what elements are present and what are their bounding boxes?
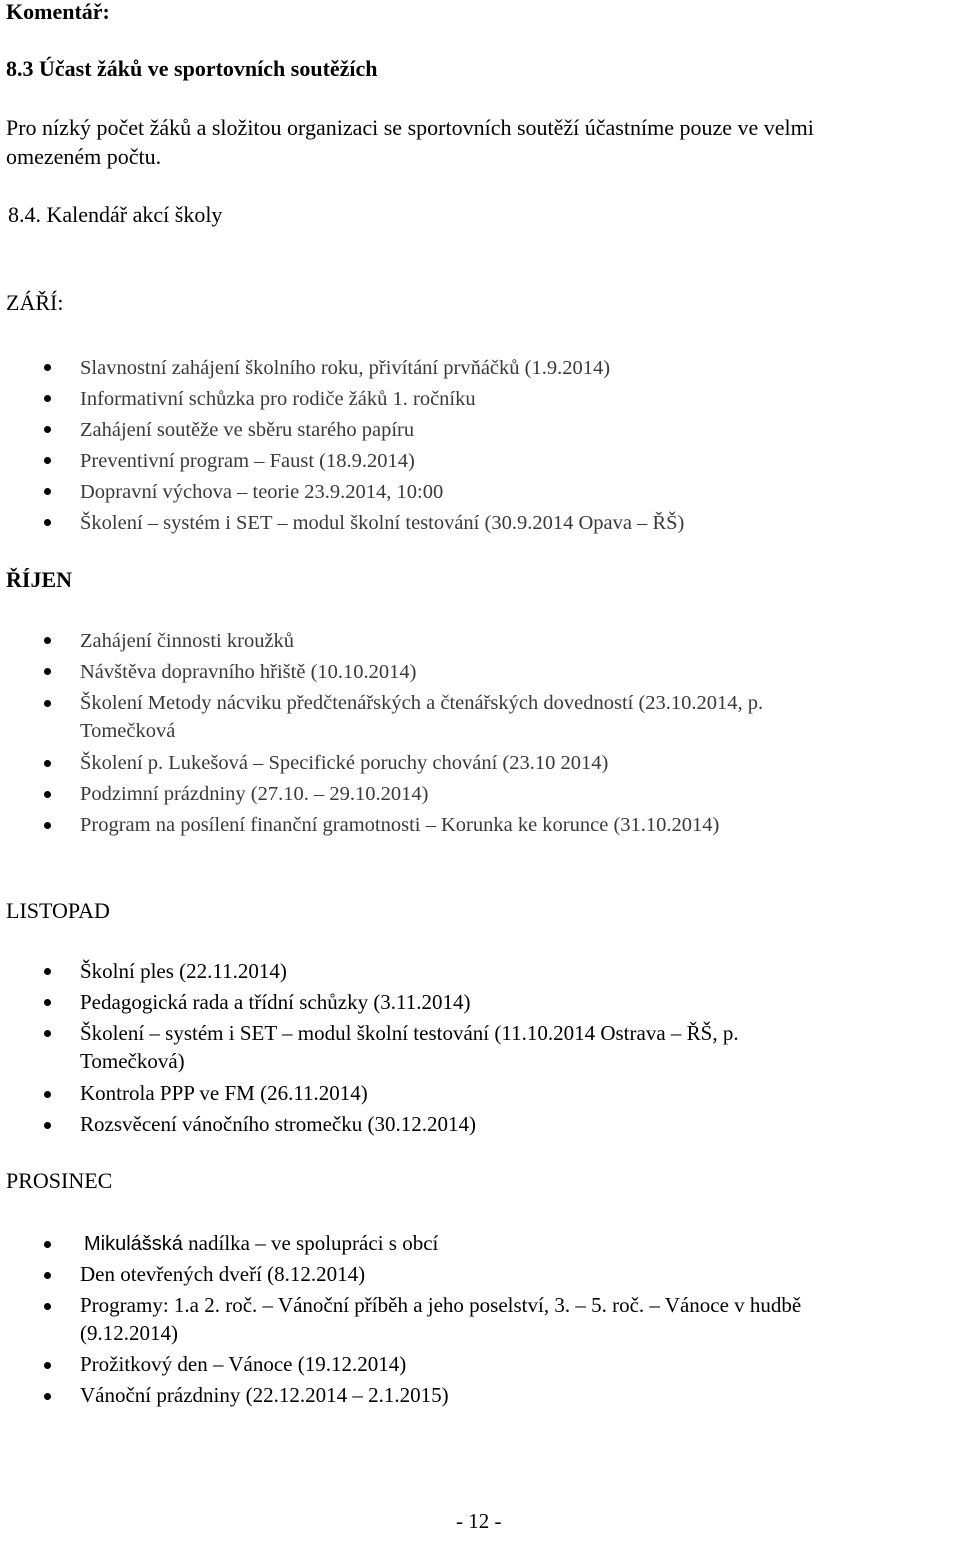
- list-item: [84, 1229, 438, 1258]
- bullet-icon: [44, 1241, 51, 1248]
- list-item-continuation: Tomečková: [80, 720, 176, 742]
- list-item: Zahájení činnosti kroužků: [80, 630, 295, 652]
- comment-label: Komentář:: [6, 0, 110, 24]
- list-item-continuation: Tomečková): [80, 1049, 185, 1073]
- bullet-icon: [44, 760, 51, 767]
- bullet-icon: [44, 1122, 51, 1129]
- list-item: Program na posílení finanční gramotnosti – Korunka ke korunce (31.10.2014): [80, 814, 720, 836]
- mikulasska-word: Mikulášská: [84, 1233, 183, 1255]
- bullet-icon: [44, 637, 51, 644]
- list-item: Školení Metody nácviku předčtenářských a čtenářských dovedností (23.10.2014, p.: [80, 692, 764, 714]
- bullet-icon: [44, 1303, 51, 1310]
- list-item: Školení – systém i SET – modul školní testování (30.9.2014 Opava – ŘŠ): [80, 512, 685, 534]
- list-item: Školení p. Lukešová – Specifické poruchy chování (23.10 2014): [80, 752, 609, 774]
- list-item: Pedagogická rada a třídní schůzky (3.11.2014): [80, 990, 471, 1014]
- month-heading-rijen: ŘÍJEN: [6, 567, 73, 592]
- section-8-3-heading: 8.3 Účast žáků ve sportovních soutěžích: [6, 56, 378, 81]
- section-8-3-paragraph-line1: Pro nízký počet žáků a složitou organizaci se sportovních soutěží účastníme pouze ve velmi: [6, 115, 814, 140]
- month-heading-prosinec: PROSINEC: [6, 1168, 113, 1193]
- list-item: Kontrola PPP ve FM (26.11.2014): [80, 1081, 368, 1105]
- list-item: Návštěva dopravního hřiště (10.10.2014): [80, 661, 417, 683]
- bullet-icon: [44, 700, 51, 707]
- list-item: Informativní schůzka pro rodiče žáků 1. ročníku: [80, 388, 476, 410]
- list-item: Dopravní výchova – teorie 23.9.2014, 10:00: [80, 481, 444, 503]
- section-8-4-heading: 8.4. Kalendář akcí školy: [8, 202, 223, 227]
- list-item: Školní ples (22.11.2014): [80, 959, 287, 983]
- page-number: - 12 -: [456, 1509, 502, 1533]
- list-item: Rozsvěcení vánočního stromečku (30.12.2014): [80, 1112, 476, 1136]
- bullet-icon: [44, 968, 51, 975]
- month-heading-zari: ZÁŘÍ:: [6, 290, 64, 315]
- bullet-icon: [44, 488, 51, 495]
- bullet-icon: [44, 1272, 51, 1279]
- list-item-continuation: (9.12.2014): [80, 1321, 178, 1345]
- bullet-icon: [44, 1091, 51, 1098]
- list-item: Slavnostní zahájení školního roku, přivítání prvňáčků (1.9.2014): [80, 357, 611, 379]
- list-item: Prožitkový den – Vánoce (19.12.2014): [80, 1352, 407, 1376]
- bullet-icon: [44, 668, 51, 675]
- bullet-icon: [44, 791, 51, 798]
- list-item: Programy: 1.a 2. roč. – Vánoční příběh a jeho poselství, 3. – 5. roč. – Vánoce v hudbě: [80, 1293, 802, 1317]
- list-item: Preventivní program – Faust (18.9.2014): [80, 450, 415, 472]
- bullet-icon: [44, 519, 51, 526]
- bullet-icon: [44, 1362, 51, 1369]
- list-item: Podzimní prázdniny (27.10. – 29.10.2014): [80, 783, 429, 805]
- bullet-icon: [44, 822, 51, 829]
- list-item: Školení – systém i SET – modul školní testování (11.10.2014 Ostrava – ŘŠ, p.: [80, 1021, 739, 1045]
- bullet-icon: [44, 1393, 51, 1400]
- list-item: Den otevřených dveří (8.12.2014): [80, 1262, 366, 1286]
- list-item: Zahájení soutěže ve sběru starého papíru: [80, 419, 415, 441]
- bullet-icon: [44, 426, 51, 433]
- section-8-3-paragraph-line2: omezeném počtu.: [6, 144, 162, 169]
- bullet-icon: [44, 395, 51, 402]
- bullet-icon: [44, 999, 51, 1006]
- month-heading-listopad: LISTOPAD: [6, 898, 110, 923]
- bullet-icon: [44, 364, 51, 371]
- list-item-rest: nadílka – ve spolupráci s obcí: [182, 1231, 439, 1255]
- list-item: Vánoční prázdniny (22.12.2014 – 2.1.2015): [80, 1383, 449, 1407]
- bullet-icon: [44, 1030, 51, 1037]
- bullet-icon: [44, 457, 51, 464]
